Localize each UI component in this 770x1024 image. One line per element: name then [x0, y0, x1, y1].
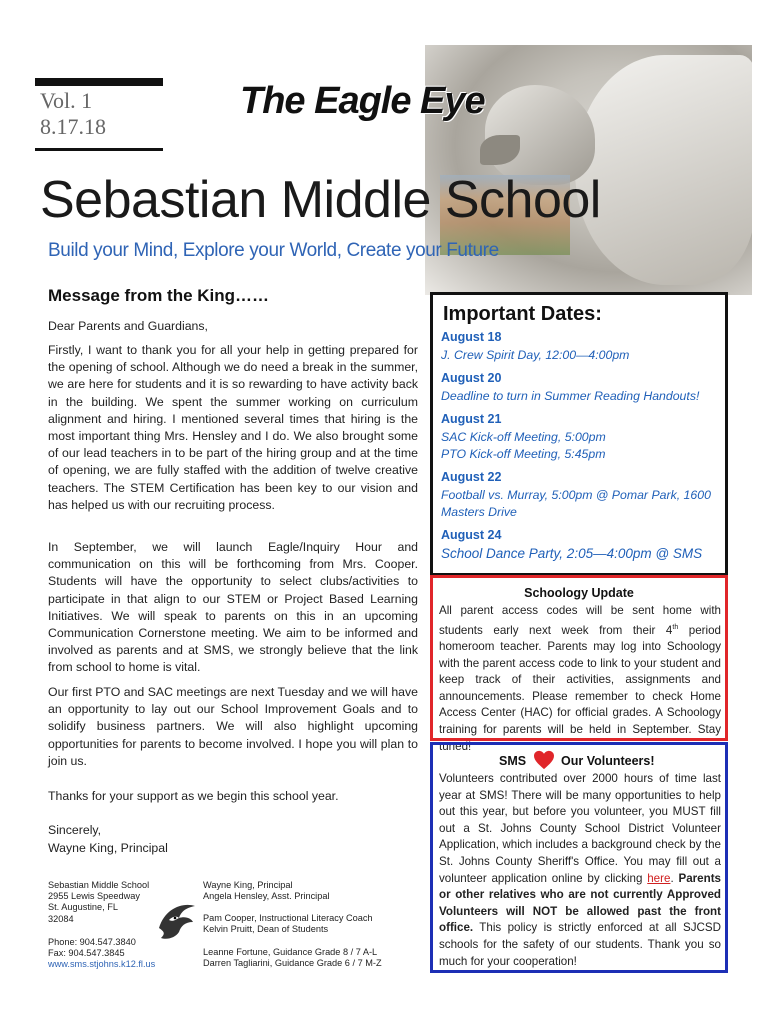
date-label: August 18 — [441, 330, 502, 344]
volume-number: Vol. 1 — [40, 88, 93, 113]
issue-date: 8.17.18 — [40, 114, 106, 139]
staff-line: Wayne King, Principal — [203, 880, 293, 890]
staff-line: Pam Cooper, Instructional Literacy Coach — [203, 913, 373, 923]
date-event: Masters Drive — [441, 505, 517, 519]
date-label: August 22 — [441, 470, 502, 484]
volunteers-text: . — [670, 871, 679, 885]
schoology-text: All parent access codes will be sent home with students early next week from their 4 — [439, 604, 721, 637]
salutation: Dear Parents and Guardians, — [48, 319, 208, 333]
message-paragraph-1: Firstly, I want to thank you for all your help in getting prepared for the opening of school. Although we do need a break in the summer, we are here for students and it is so rewarding to have activity back in the building. We spent the summer working on curriculum alignment and hiring. I mentioned several times that hiring is the most important thing Mrs. Hensley and I do. We also brought some of our lead teachers in to be part of the hiring group and at the time of opening, we are fully staffed with the addition of twelve creative teachers. The STEM Certification has been key to our vision and has helped us with our recruiting process. — [48, 343, 418, 512]
superscript: th — [672, 623, 679, 631]
volume-info — [40, 88, 106, 140]
date-event: PTO Kick-off Meeting, 5:45pm — [441, 447, 606, 461]
school-name: Sebastian Middle School — [40, 171, 601, 229]
message-paragraph-3: Our first PTO and SAC meetings are next Tuesday and we will have an opportunity to lay out our School Improvement Goals and to solidify business partners. We will also highlight upcoming opportunities for parents to become involved. I hope you will plan to join us. — [48, 685, 418, 768]
staff-list-3 — [203, 947, 382, 969]
phone-number: Phone: 904.547.3840 — [48, 937, 136, 947]
staff-list-2 — [203, 913, 373, 935]
date-label: August 24 — [441, 528, 502, 542]
address-line: 2955 Lewis Speedway — [48, 891, 140, 902]
important-dates-box — [430, 292, 728, 576]
date-event: J. Crew Spirit Day, 12:00—4:00pm — [441, 348, 630, 362]
signature: Wayne King, Principal — [48, 841, 168, 855]
message-paragraph-2: In September, we will launch Eagle/Inquiry Hour and communication on this will be forthcoming from Mrs. Cooper. Students will have the opportunity to select clubs/activities to participate in that align to our STEM or Project Based Learning Initiatives. We will speak to parents on this in an upcoming Communication Cornerstone meeting. We aim to be informed and involved as parents and at SMS, we strongly believe that the link from school to home is vital. — [48, 540, 418, 675]
schoology-title: Schoology Update — [524, 586, 634, 600]
date-event: Deadline to turn in Summer Reading Handouts! — [441, 389, 700, 403]
volunteers-text: Volunteers contributed over 2000 hours of time last year at SMS! There will be many opportunities to help out this year, but before you volunteer, you MUST fill out a St. Johns County School District Volunteer Application, which includes a background check by the St. Johns County Sheriff's Office. You may fill out a volunteer application online by clicking — [439, 772, 721, 885]
message-heading: Message from the King…… — [48, 286, 270, 305]
closing: Sincerely, — [48, 823, 102, 837]
date-event: School Dance Party, 2:05—4:00pm @ SMS — [441, 546, 703, 561]
header-rule-bottom — [35, 148, 163, 151]
fax-number: Fax: 904.547.3845 — [48, 948, 125, 959]
newsletter-title: The Eagle Eye — [240, 80, 485, 122]
date-label: August 20 — [441, 371, 502, 385]
staff-line: Kelvin Pruitt, Dean of Students — [203, 924, 329, 935]
address-line: 32084 — [48, 913, 74, 924]
volunteers-policy: Parents or other relatives who are not currently Approved Volunteers will NOT be allowed past the front office. — [439, 871, 721, 935]
address-line: Sebastian Middle School — [48, 880, 150, 890]
contact-info — [48, 937, 155, 971]
important-dates-title: Important Dates: — [443, 303, 602, 325]
volunteers-text: This policy is strictly enforced at all SJCSD schools for the safety of our students. Thank you so much for your cooperation! — [439, 921, 721, 968]
volunteers-title-sms: SMS — [499, 754, 527, 768]
volunteers-body — [439, 771, 721, 970]
website-link[interactable]: www.sms.stjohns.k12.fl.us — [48, 959, 156, 970]
header-rule-top — [35, 78, 163, 86]
staff-line: Leanne Fortune, Guidance Grade 8 / 7 A-L — [203, 947, 378, 957]
volunteer-application-link[interactable]: here — [647, 871, 671, 885]
volunteers-title: Our Volunteers! — [561, 754, 655, 768]
date-label: August 21 — [441, 412, 502, 426]
volunteers-box — [430, 742, 728, 973]
schoology-body — [439, 603, 721, 755]
staff-line: Angela Hensley, Asst. Principal — [203, 891, 330, 902]
schoology-text: period homeroom teacher. Parents may log into Schoology with the parent access code to link to your student and keep track of their activities, assignments and announcements. Please remember to check Home Access Center (HAC) for official grades. A Schoology training for parents will be held in September. Stay tuned! — [439, 623, 722, 753]
eagle-logo-icon — [155, 898, 197, 942]
schoology-update-box — [430, 575, 728, 753]
message-paragraph-4: Thanks for your support as we begin this school year. — [48, 789, 339, 803]
date-event: Football vs. Murray, 5:00pm @ Pomar Park, 1600 — [441, 488, 711, 502]
staff-line: Darren Tagliarini, Guidance Grade 6 / 7 M-Z — [203, 958, 382, 969]
heart-icon — [533, 750, 555, 770]
staff-list-1 — [203, 880, 329, 902]
school-address — [48, 880, 149, 925]
address-line: St. Augustine, FL — [48, 902, 118, 913]
date-event: SAC Kick-off Meeting, 5:00pm — [441, 430, 606, 444]
tagline: Build your Mind, Explore your World, Create your Future — [48, 240, 499, 261]
